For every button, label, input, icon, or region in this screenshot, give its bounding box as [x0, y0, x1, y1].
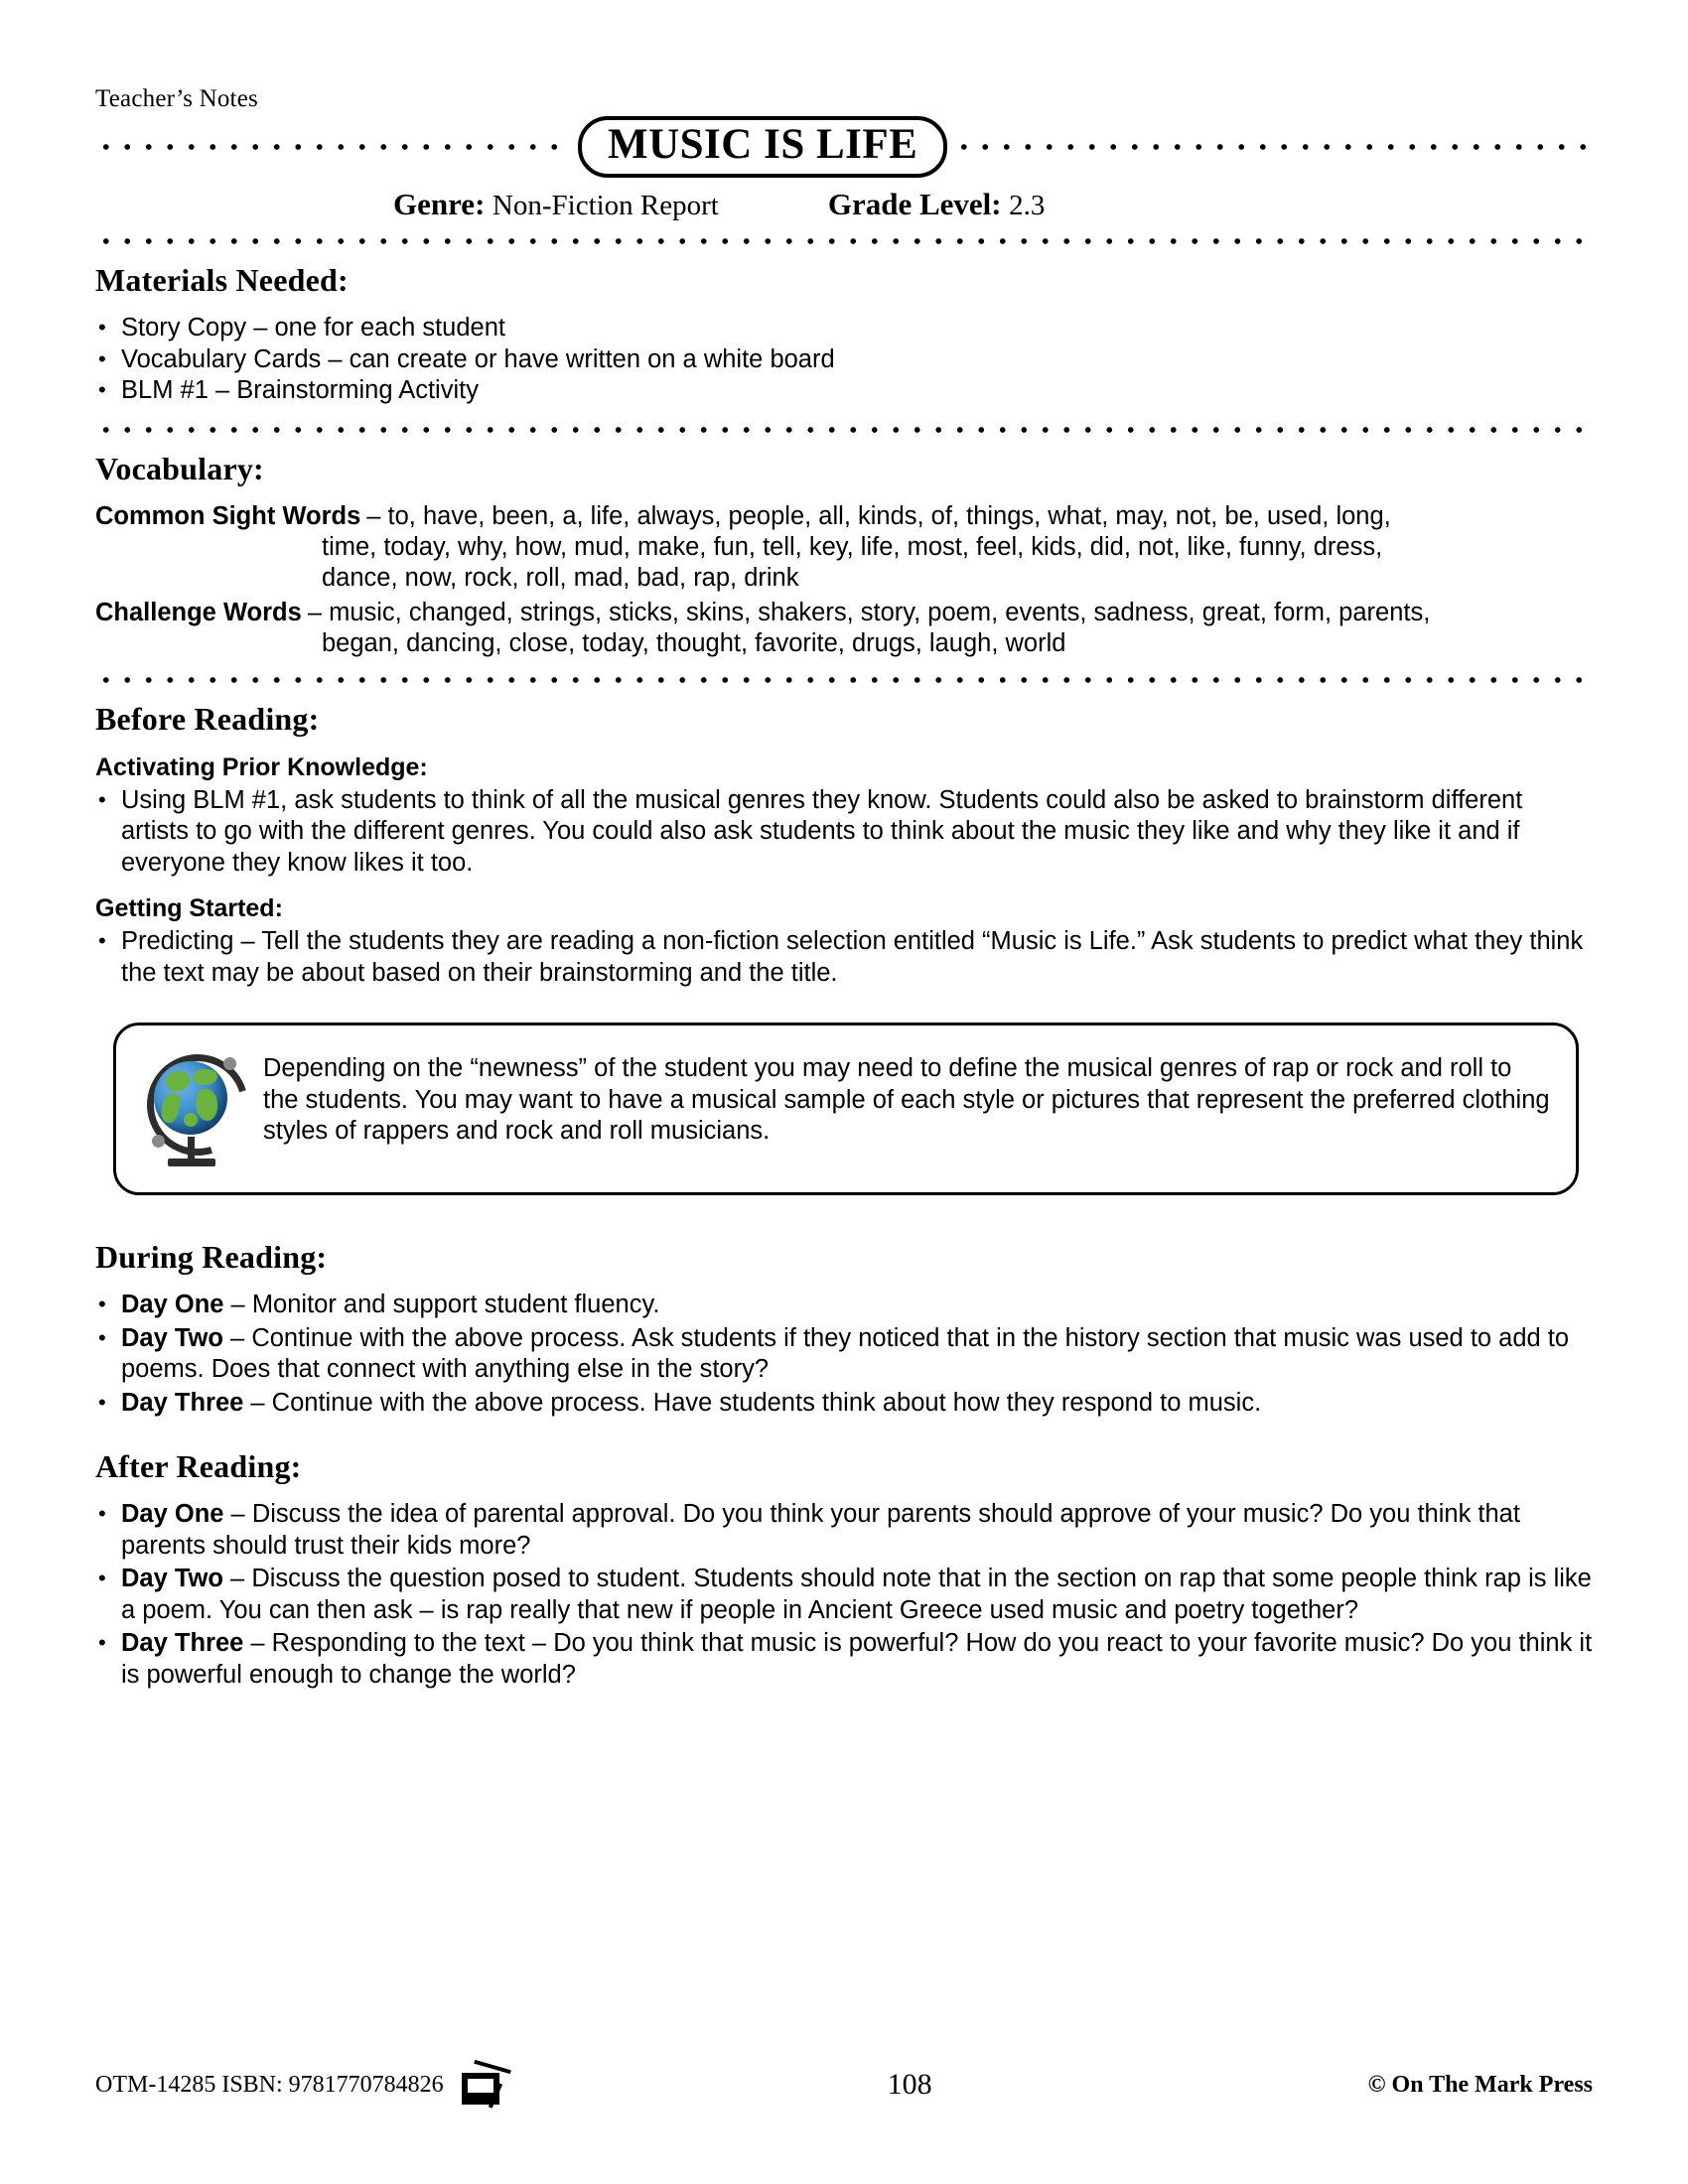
dotted-rule-before-reading [95, 675, 1593, 685]
vocab-line: – to, have, been, a, life, always, people, all, kinds, of, things, what, may, not, be, used, long, [366, 501, 1391, 530]
day-label: Day Three [121, 1388, 244, 1417]
getting-started-list [95, 926, 1593, 989]
teacher-tip-callout [113, 1023, 1579, 1195]
dotted-rule-left [95, 142, 572, 152]
genre-value: Non-Fiction Report [492, 190, 719, 221]
globe-sphere-icon [154, 1061, 227, 1135]
dotted-rule-materials [95, 236, 1593, 246]
list-item: • BLM #1 – Brainstorming Activity [95, 375, 1593, 407]
dotted-rule-right [953, 142, 1593, 152]
after-reading-list [95, 1499, 1593, 1691]
list-item [95, 1628, 1593, 1691]
getting-started-subhead: Getting Started: [95, 894, 283, 922]
materials-heading: Materials Needed: [95, 262, 349, 298]
day-label: Day One [121, 1500, 224, 1528]
list-item [95, 1388, 1593, 1420]
vocabulary-heading: Vocabulary: [95, 450, 264, 486]
list-item: • Predicting – Tell the students they are reading a non-fiction selection entitled “Music is Life.” Ask students to predict what they think the text may be about based on their brainstorming and the title. [95, 926, 1593, 989]
genre-grade-row [95, 187, 1593, 222]
list-item [95, 1499, 1593, 1562]
page-content [95, 0, 1593, 1693]
during-reading-heading: During Reading: [95, 1239, 328, 1275]
grade-item [828, 187, 1046, 222]
day-text: – Discuss the question posed to student. Students should note that in the section on rap that some people think rap is like a poem. You can then ask – is rap really that new if people in Ancient Greece used music and poetry together? [121, 1565, 1592, 1624]
activating-prior-knowledge-subhead: Activating Prior Knowledge: [95, 752, 428, 781]
dotted-rule-vocabulary [95, 425, 1593, 435]
day-label: Day Two [121, 1323, 223, 1352]
title-banner [95, 119, 1593, 175]
list-item: • Story Copy – one for each student [95, 313, 1593, 344]
list-item [95, 1323, 1593, 1386]
common-sight-words-label: Common Sight Words [95, 501, 361, 530]
list-item [95, 1564, 1593, 1626]
vocab-line: – music, changed, strings, sticks, skins, shakers, story, poem, events, sadness, great, form, parents, [307, 598, 1431, 626]
day-text: – Responding to the text – Do you think that music is powerful? How do you react to your favorite music? Do you think it is powerful enough to change the world? [121, 1629, 1593, 1689]
during-reading-list [95, 1290, 1593, 1419]
activating-prior-knowledge-list [95, 785, 1593, 880]
list-item: • Using BLM #1, ask students to think of all the musical genres they know. Students could also be asked to brainstorm different artists to go with the different genres. You could also ask students to think about the music they like and why they like it and if everyone they know likes it too. [95, 785, 1593, 880]
challenge-words-row [95, 598, 1593, 628]
list-item [95, 1290, 1593, 1321]
common-sight-words-row [95, 501, 1593, 532]
common-sight-words-block [95, 501, 1593, 594]
common-sight-words-line3: dance, now, rock, roll, mad, bad, rap, drink [322, 563, 799, 592]
common-sight-words-line2: time, today, why, how, mud, make, fun, tell, key, life, most, feel, kids, did, not, like, funny, dress, [322, 532, 1383, 561]
day-text: – Continue with the above process. Have students think about how they respond to music. [243, 1388, 1262, 1417]
page-number: 108 [887, 2068, 932, 2101]
before-reading-heading: Before Reading: [95, 700, 320, 737]
day-label: Day Two [121, 1565, 223, 1592]
genre-label: Genre: [393, 187, 486, 221]
grade-level-label: Grade Level: [827, 187, 1002, 221]
after-reading-heading: After Reading: [95, 1448, 302, 1484]
page-title: MUSIC IS LIFE [578, 116, 947, 178]
day-text: – Monitor and support student fluency. [223, 1291, 660, 1318]
footer-isbn: OTM-14285 ISBN: 9781770784826 [95, 2071, 444, 2098]
globe-icon [138, 1045, 245, 1172]
page-footer [95, 2063, 1593, 2107]
challenge-words-label: Challenge Words [95, 598, 302, 626]
challenge-words-block [95, 598, 1593, 659]
teachers-notes-label: Teacher’s Notes [95, 85, 258, 112]
genre-item [393, 187, 719, 222]
footer-left-group [95, 2063, 511, 2107]
materials-list [95, 313, 1593, 407]
day-text: – Continue with the above process. Ask students if they noticed that in the history section that music was used to add to poems. Does that connect with anything else in the story? [121, 1323, 1570, 1383]
book-icon [458, 2063, 511, 2107]
day-label: Day One [121, 1291, 224, 1318]
grade-level-value: 2.3 [1009, 190, 1046, 221]
day-text: – Discuss the idea of parental approval. Do you think your parents should approve of your music? Do you think that parents should trust their kids more? [121, 1500, 1520, 1560]
common-sight-words-values [366, 501, 1593, 532]
footer-copyright: © On The Mark Press [1367, 2071, 1593, 2098]
callout-text: Depending on the “newness” of the student you may need to define the musical genres of rap or rock and roll to the students. You may want to have a musical sample of each style or pictures that represent the preferred clothing styles of rappers and rock and roll musicians. [263, 1054, 1550, 1145]
list-item: • Vocabulary Cards – can create or have written on a white board [95, 344, 1593, 376]
day-label: Day Three [121, 1629, 244, 1657]
challenge-words-line2: began, dancing, close, today, thought, favorite, drugs, laugh, world [322, 628, 1066, 657]
challenge-words-values [308, 598, 1593, 628]
